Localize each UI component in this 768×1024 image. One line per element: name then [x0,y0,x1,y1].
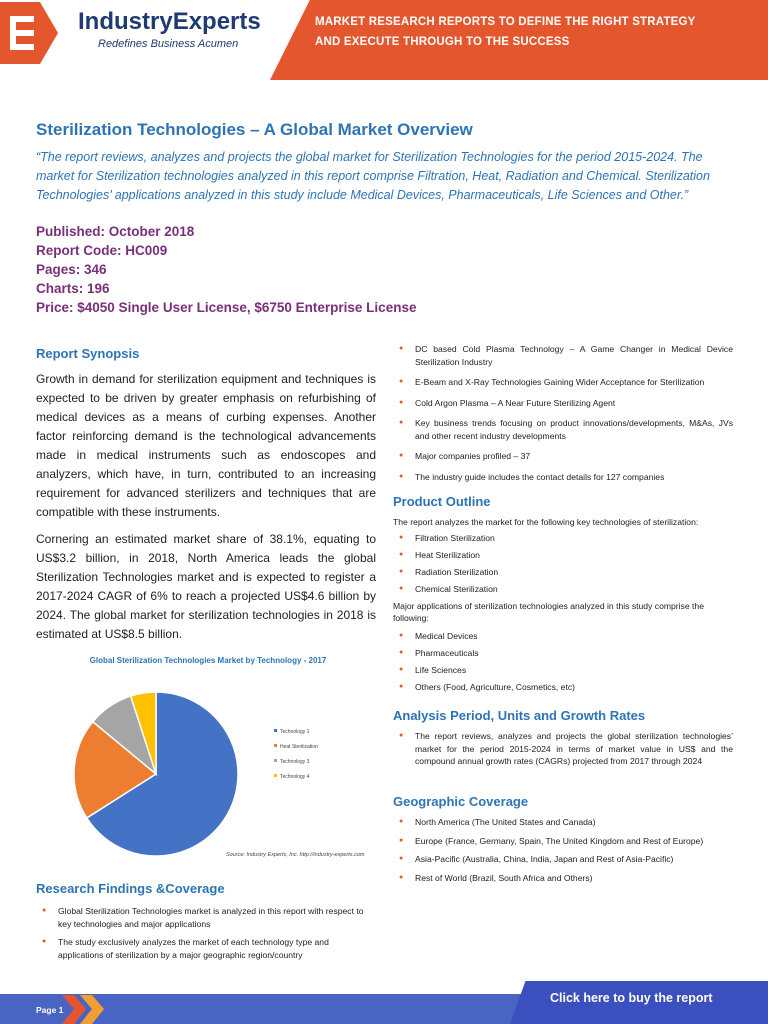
legend-swatch [274,729,277,732]
applications-list [393,630,733,694]
synopsis-paragraph-1: Growth in demand for sterilization equipment and techniques is expected to be driven by greater emphasis on refurbishing of medical devices as a means of curbing expenses. Another factor reinforcing demand is the technological advancements made in medical instruments such as endoscopes and analyzers, which have, in turn, contributed to an increasing requirement for advanced sterilizers and techniques that are compatible with these instruments. [36,372,376,519]
list-item: ● Major companies profiled – 37 [393,450,733,463]
pie-chart-svg [58,670,378,870]
list-item: ● North America (The United States and Canada) [393,816,738,829]
report-intro: “The report reviews, analyzes and projects the global market for Sterilization Technologies for the period 2015-2024. The market for Sterilization technologies analyzed in this report comprise Filtration, Heat, Radiation and Chemical. Sterilization Technologies’ applications analyzed in this study include Medical Devices, Pharmaceuticals, Life Sciences and Other.” [36,150,710,202]
synopsis-heading: Report Synopsis [36,346,140,361]
legend-swatch [274,774,277,777]
report-code: Report Code: HC009 [36,243,168,258]
product-outline-intro: The report analyzes the market for the following key technologies of sterilization: [393,517,699,527]
legend-label: Technology 1 [280,729,310,735]
list-item: ● Filtration Sterilization [393,532,733,545]
findings-heading: Research Findings &Coverage [36,881,225,896]
technology-list [393,532,733,596]
list-item: ● The industry guide includes the contact details for 127 companies [393,471,733,484]
analysis-heading: Analysis Period, Units and Growth Rates [393,708,646,723]
analysis-list [393,730,733,768]
applications-intro: Major applications of sterilization technologies analyzed in this study comprise the following: [393,601,704,623]
logo-icon [0,2,58,64]
list-item: ● Rest of World (Brazil, South Africa and Others) [393,872,738,885]
findings-list [36,905,376,961]
header-tagline: MARKET RESEARCH REPORTS TO DEFINE THE RIGHT STRATEGY AND EXECUTE THROUGH TO THE SUCCESS [315,16,696,48]
buy-report-button-label[interactable]: Click here to buy the report [550,991,713,1005]
product-outline-heading: Product Outline [393,494,491,509]
legend-label: Heat Sterilization [280,744,318,750]
list-item: ● E-Beam and X-Ray Technologies Gaining Wider Acceptance for Sterilization [393,376,733,389]
list-item: ● Radiation Sterilization [393,566,733,579]
price: Price: $4050 Single User License, $6750 Enterprise License [36,300,417,315]
list-item: ● The study exclusively analyzes the market of each technology type and applications of sterilization by a major geographic region/country [36,936,376,961]
list-item: ● Medical Devices [393,630,733,643]
highlights-list [393,343,733,483]
legend-label: Technology 4 [280,774,310,780]
list-item: ● Asia-Pacific (Australia, China, India, Japan and Rest of Asia-Pacific) [393,853,738,866]
legend-label: Technology 3 [280,759,310,765]
list-item: ● Global Sterilization Technologies market is analyzed in this report with respect to key technologies and major applications [36,905,376,930]
chart-title: Global Sterilization Technologies Market by Technology - 2017 [89,656,327,665]
chevron-decoration-icon [62,995,122,1024]
list-item: ● Others (Food, Agriculture, Cosmetics, etc) [393,681,733,694]
chart-source: Source: Industry Experts, Inc. http://industry-experts.com [226,852,365,858]
list-item: ● Life Sciences [393,664,733,677]
list-item: ● Key business trends focusing on product innovations/developments, M&As, JVs and other recent industry developments [393,417,733,442]
list-item: ● DC based Cold Plasma Technology – A Game Changer in Medical Device Sterilization Industry [393,343,733,368]
report-meta [36,222,416,317]
synopsis-paragraph-2: Cornering an estimated market share of 38.1%, equating to US$3.2 billion, in 2018, North America leads the global Sterilization Technologies market and is expected to register a 2017-2024 CAGR of 6% to reach a projected US$4.6 billion by 2024. The global market for sterilization technologies in 2018 is estimated at US$8.5 billion. [36,532,376,641]
logo-tagline: Redefines Business Acumen [98,38,239,50]
geo-list [393,816,738,884]
page-title: Sterilization Technologies – A Global Market Overview [36,120,473,139]
list-item: ● Heat Sterilization [393,549,733,562]
list-item: ● The report reviews, analyzes and projects the global sterilization technologies’ market for the period 2015-2024 in terms of market value in US$ and the compound annual growth rates (CAGRs) projected from 2017 through 2024 [393,730,733,768]
list-item: ● Pharmaceuticals [393,647,733,660]
pie-chart [58,650,378,865]
legend-swatch [274,744,277,747]
page-number: Page 1 [36,1005,64,1015]
geo-heading: Geographic Coverage [393,794,529,809]
list-item: ● Chemical Sterilization [393,583,733,596]
logo-text: IndustryExperts [78,8,261,35]
list-item: ● Europe (France, Germany, Spain, The United Kingdom and Rest of Europe) [393,835,738,848]
list-item: ● Cold Argon Plasma – A Near Future Sterilizing Agent [393,397,733,410]
page-count: Pages: 346 [36,262,107,277]
footer [0,975,768,1024]
chart-count: Charts: 196 [36,281,110,296]
published-date: Published: October 2018 [36,224,195,239]
header [0,0,768,80]
legend-swatch [274,759,277,762]
